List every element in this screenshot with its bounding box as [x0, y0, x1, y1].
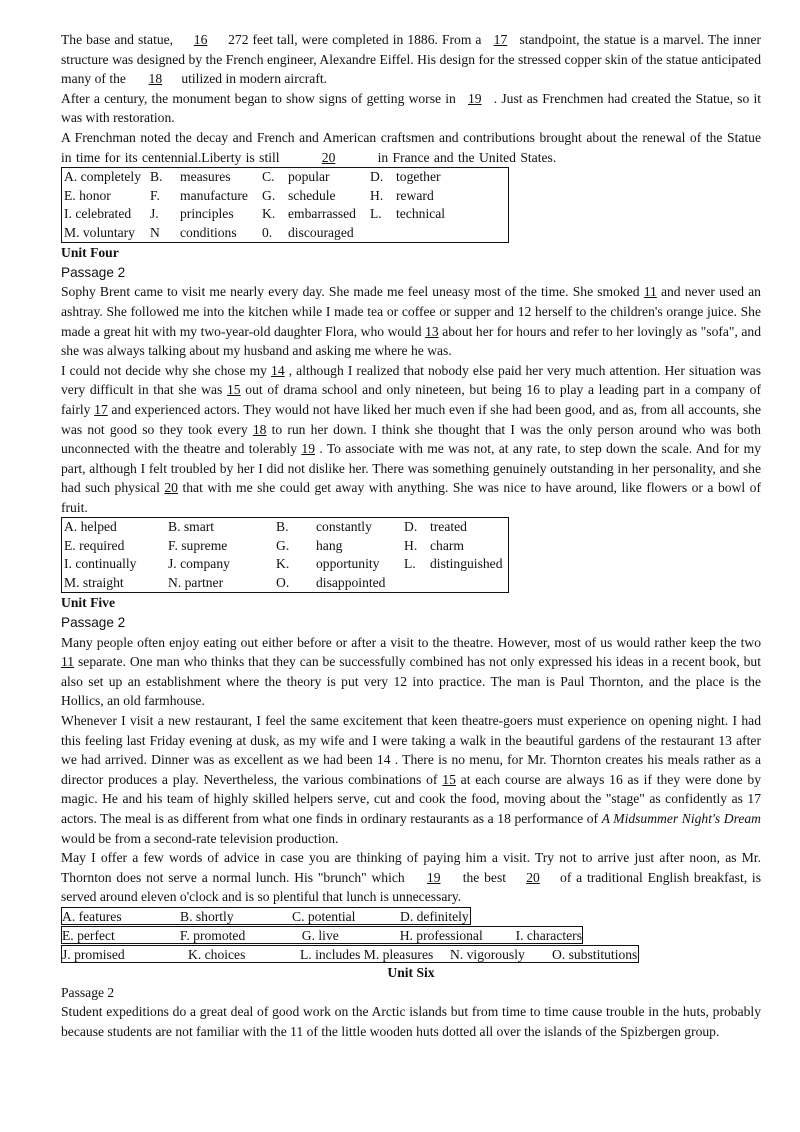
- bank-letter: D.: [404, 519, 418, 535]
- bank-letter: H.: [404, 537, 418, 553]
- bank-option: principles: [180, 206, 234, 222]
- word-bank-unit4: [61, 517, 509, 593]
- text: of a traditional English breakfast, is served around eleven o'clock and is so plentiful that lunch is unnecessary.: [61, 869, 761, 905]
- unit-heading: Unit Six: [387, 964, 435, 980]
- bank-letter: [368, 224, 394, 243]
- bank-letter: C.: [262, 169, 275, 185]
- bank-option: E. perfect: [62, 927, 115, 943]
- bank-option: J. promised: [62, 946, 125, 962]
- blank-13: 13: [425, 323, 439, 339]
- bank-option: technical: [396, 206, 446, 222]
- unit-heading: Unit Four: [61, 245, 119, 261]
- blank-15: 15: [442, 771, 456, 787]
- text: standpoint, the statue is a marvel. The inner structure was designed by the French engineer, Alexandre Eiffel. His design for the stressed copper skin of the statue anticipated many of the: [61, 32, 761, 87]
- blank-17: 17: [94, 401, 108, 417]
- text: out of drama school and only nineteen, but being 16 to play a leading part in a company of fairly: [61, 382, 761, 417]
- blank-19: 19: [468, 90, 482, 106]
- blank-11: 11: [643, 284, 657, 300]
- bank-option: N. vigorously: [450, 946, 525, 962]
- text: , although I realized that nobody else paid her very much attention. Her situation was very difficult in that she was: [61, 362, 761, 398]
- blank-19: 19: [301, 441, 315, 457]
- bank-option: popular: [288, 169, 330, 185]
- text: and experienced actors. They would not have liked her much even if she had been good, and as, from all accounts, she was not good so they took every: [61, 401, 761, 437]
- bank-option: D. definitely: [400, 908, 469, 924]
- blank-15: 15: [227, 382, 241, 398]
- bank-option: opportunity: [316, 556, 380, 572]
- text: separate. One man who thinks that they can be successfully combined has not only expressed his ideas in a recent book, but also set up an establishment where the theory is put very 12 into practice. The man is Paul Thornton, and the place is the Hollics, an old farmhouse.: [61, 654, 761, 709]
- bank-option: I. continually: [64, 556, 137, 572]
- text: . To associate with me was not, at any rate, to step down the scale. And for my part, although I felt troubled by her I did not dislike her. There was something genuinely outstanding in her personality, and she had such physical: [61, 441, 762, 496]
- text: A Frenchman noted the decay and French and American craftsmen and contributions brought about the renewal of the Statue in time for its centennial.Liberty is still: [61, 129, 761, 165]
- bank-option: F. promoted: [179, 927, 246, 943]
- text: Sophy Brent came to visit me nearly every day. She made me feel uneasy most of the time. She smoked: [61, 284, 644, 300]
- paragraph-statue-construction: [61, 30, 761, 89]
- paragraph-restaurant-visit: [61, 711, 761, 848]
- bank-option: conditions: [180, 224, 237, 240]
- bank-option: [394, 224, 509, 243]
- word-bank-unit5-row-3: [61, 945, 639, 963]
- bank-option: L. includes M. pleasures: [300, 946, 434, 962]
- text: Whenever I visit a new restaurant, I feel the same excitement that keen theatre-goers must experience on opening night. I had this feeling last Friday evening at dusk, as my wife and I were taking a walk in the beautiful gardens of the restaurant 13 after we had arrived. Dinner was as excellent as we had been 14 . There is no menu, for Mr. Thornton creates his meals rather as a director produces a play. Nevertheless, the various combinations of: [61, 713, 761, 787]
- bank-option: A. completely: [64, 169, 142, 185]
- bank-letter: J.: [150, 206, 159, 222]
- blank-20: 20: [164, 480, 178, 496]
- bank-letter: B.: [150, 169, 163, 185]
- blank-20: 20: [321, 149, 336, 165]
- bank-option: embarrassed: [288, 206, 356, 222]
- bank-option: manufacture: [180, 187, 248, 203]
- bank-option: B. shortly: [180, 908, 234, 924]
- bank-option: constantly: [316, 519, 372, 535]
- word-bank-row: [62, 168, 509, 187]
- passage-label: Passage 2: [61, 615, 126, 631]
- word-bank-row: [62, 187, 509, 206]
- bank-letter: G.: [262, 187, 276, 203]
- bank-letter: F.: [150, 187, 160, 203]
- bank-option: charm: [430, 537, 464, 553]
- word-bank-row: [62, 574, 509, 593]
- word-bank-unit5-row-2: [61, 926, 583, 944]
- paragraph-arctic-huts: Student expeditions do a great deal of good work on the Arctic islands but from time to time cause trouble in the huts, probably because students are not familiar with the 11 of the little wooden huts dotted all over the islands of the Spizbergen group.: [61, 1004, 761, 1039]
- paragraph-advice: [61, 848, 761, 907]
- bank-option: K. choices: [188, 946, 246, 962]
- bank-letter: D.: [370, 169, 384, 185]
- text: Many people often enjoy eating out either before or after a visit to the theatre. However, most of us would rather keep the two: [61, 634, 761, 650]
- bank-letter: K.: [262, 206, 276, 222]
- passage-label: Passage 2: [61, 264, 126, 280]
- blank-11: 11: [61, 654, 75, 670]
- bank-option: [428, 574, 509, 593]
- bank-option: A. helped: [64, 519, 117, 535]
- blank-19: 19: [426, 869, 441, 885]
- bank-letter: K.: [276, 556, 290, 572]
- text: in France and the United States.: [377, 149, 557, 165]
- text: about her for hours and refer to her lovingly as "sofa", and she was always talking about my husband and asking me where he was.: [61, 323, 762, 359]
- bank-option: schedule: [288, 187, 336, 203]
- bank-option: disappointed: [316, 574, 386, 590]
- bank-letter: 0.: [262, 224, 273, 240]
- bank-option: J. company: [168, 556, 230, 572]
- bank-option: distinguished: [430, 556, 503, 572]
- document-page: [61, 30, 761, 1041]
- word-bank-row: [62, 518, 509, 537]
- bank-option: G. live: [301, 927, 339, 943]
- bank-letter: H.: [370, 187, 384, 203]
- bank-option: N. partner: [168, 574, 224, 590]
- blank-16: 16: [193, 32, 208, 47]
- bank-option: H. professional: [399, 927, 483, 943]
- bank-letter: G.: [276, 537, 290, 553]
- word-bank-unit3: [61, 167, 509, 243]
- blank-18: 18: [252, 421, 267, 437]
- bank-letter: O.: [276, 574, 290, 590]
- bank-option: B. smart: [168, 519, 215, 535]
- bank-letter: L.: [370, 206, 382, 222]
- bank-letter: L.: [404, 556, 416, 572]
- bank-option: E. required: [64, 537, 125, 553]
- bank-option: I. celebrated: [64, 206, 132, 222]
- text: The base and statue,: [61, 32, 174, 47]
- text: the best: [462, 869, 507, 885]
- paragraph-statue-restoration: [61, 89, 761, 128]
- bank-option: F. supreme: [168, 537, 228, 553]
- word-bank-unit5-row-1: [61, 907, 471, 925]
- blank-17: 17: [493, 32, 508, 47]
- paragraph-eating-out: [61, 633, 761, 711]
- bank-option: E. honor: [64, 187, 111, 203]
- bank-option: measures: [180, 169, 231, 185]
- paragraph-sophy-visits: [61, 282, 761, 360]
- word-bank-row: [62, 537, 509, 556]
- passage-label: Passage 2: [61, 984, 115, 1000]
- bank-letter: B.: [276, 519, 289, 535]
- bank-option: treated: [430, 519, 467, 535]
- bank-letter: [402, 574, 428, 593]
- paragraph-statue-renewal: [61, 128, 761, 167]
- bank-option: reward: [396, 187, 434, 203]
- bank-option: hang: [316, 537, 343, 553]
- bank-option: M. voluntary: [64, 224, 135, 240]
- text: would be from a second-rate television production.: [61, 830, 339, 846]
- bank-option: O. substitutions: [552, 946, 638, 962]
- text: that with me she could get away with anything. She was nice to have around, like flowers or a bowl of fruit.: [61, 480, 761, 515]
- blank-18: 18: [148, 71, 163, 87]
- text: to run her down. I think she thought that I was the only person around who was both unconnected with the theatre and tolerably: [61, 421, 761, 457]
- bank-option: I. characters: [515, 927, 582, 943]
- bank-option: C. potential: [292, 908, 356, 924]
- bank-option: together: [396, 169, 441, 185]
- bank-letter: N: [150, 224, 160, 240]
- bank-option: discouraged: [288, 224, 354, 240]
- text: I could not decide why she chose my: [61, 362, 272, 378]
- text: After a century, the monument began to show signs of getting worse in: [61, 90, 456, 106]
- bank-option: M. straight: [64, 574, 124, 590]
- text: . Just as Frenchmen had created the Statue, so it was with restoration.: [61, 90, 761, 126]
- text: 272 feet tall, were completed in 1886. From a: [228, 32, 482, 47]
- bank-option: A. features: [62, 908, 122, 924]
- play-title: A Midsummer Night's Dream: [601, 811, 761, 826]
- paragraph-sophy-situation: [61, 361, 761, 518]
- word-bank-row: [62, 224, 509, 243]
- word-bank-row: [62, 205, 509, 224]
- text: May I offer a few words of advice in case you are thinking of paying him a visit. Try not to arrive just after noon, as Mr. Thornton does not serve a normal lunch. His "brunch" which: [61, 850, 761, 885]
- text: and never used an ashtray. She followed me into the kitchen while I made tea or coffee or supper and 12 herself to the children's orange juice. She made a great hit with my two-year-old daughter Flora, who would: [61, 284, 761, 339]
- blank-14: 14: [271, 362, 285, 378]
- text: utilized in modern aircraft.: [181, 71, 328, 87]
- unit-heading: Unit Five: [61, 595, 115, 611]
- text: at each course are always 16 as if they were done by magic. He and his team of highly skilled helpers serve, cut and cook the food, moving about the "stage" as confidently as 17 actors. The meal is as different from what one finds in ordinary restaurants as a 18 performance of: [61, 771, 761, 826]
- word-bank-row: [62, 555, 509, 574]
- blank-20: 20: [526, 869, 540, 885]
